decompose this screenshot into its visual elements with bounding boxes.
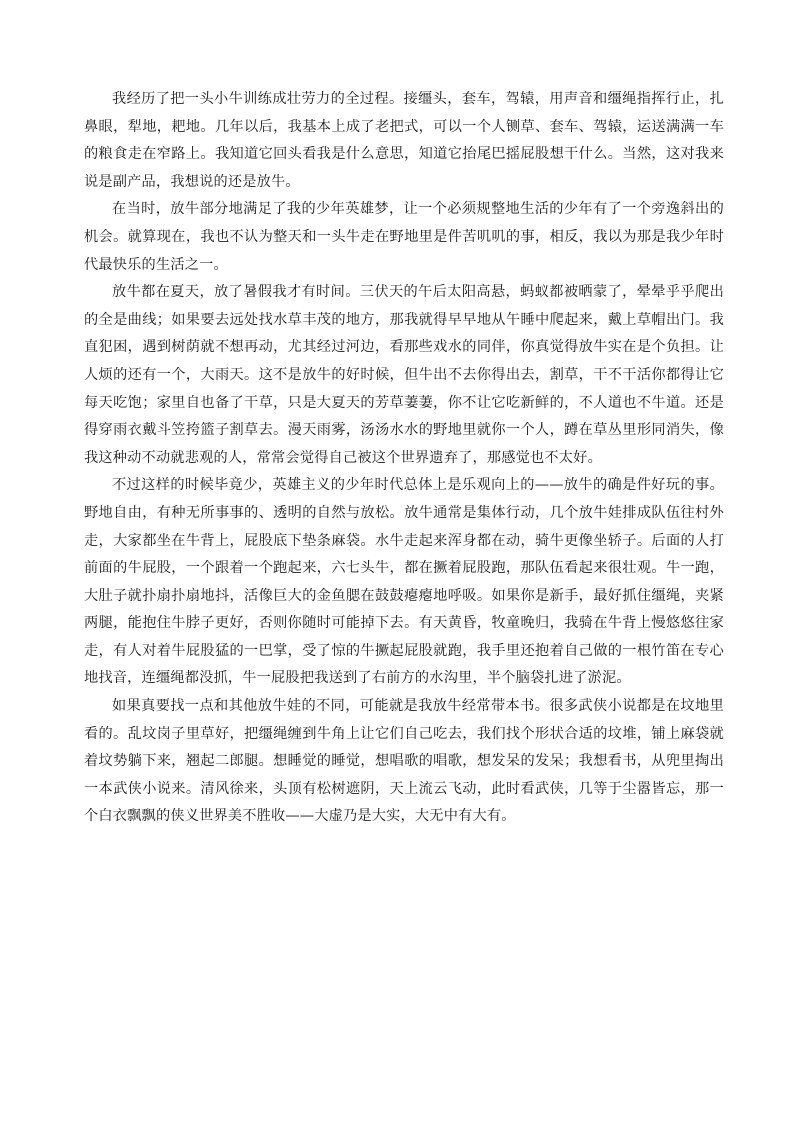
paragraph: 如果真要找一点和其他放牛娃的不同，可能就是我放牛经常带本书。很多武侠小说都是在坟地里看的。乱坟岗子里草好，把缰绳缠到牛角上让它们自己吃去，我们找个形状合适的坟堆，铺上麻袋就着坟势躺下来，翘起二郎腿。想睡觉的睡觉，想唱歌的唱歌，想发呆的发呆；我想看书，从兜里掏出一本武侠小说来。清风徐来，头顶有松树遮阴，天上流云飞动，此时看武侠，几等于尘嚣皆忘，那一个白衣飘飘的侠义世界美不胜收——大虚乃是大实，大无中有大有。 xyxy=(84,698,724,825)
paragraph: 不过这样的时候毕竟少，英雄主义的少年时代总体上是乐观向上的——放牛的确是件好玩的事。野地自由，有种无所事事的、透明的自然与放松。放牛通常是集体行动，几个放牛娃排成队伍往村外走，大家都坐在牛背上，屁股底下垫条麻袋。水牛走起来浑身都在动，骑牛更像坐轿子。后面的人打前面的牛屁股，一个跟着一个跑起来，六七头牛，都在撅着屁股跑，那队伍看起来很壮观。牛一跑，大肚子就扑扇扑扇地抖，活像巨大的金鱼腮在鼓鼓瘪瘪地呼吸。如果你是新手，最好抓住缰绳，夹紧两腿，能抱住牛脖子更好，否则你随时可能掉下去。有天黄昏，牧童晚归，我骑在牛背上慢悠悠往家走，有人对着牛屁股猛的一巴掌，受了惊的牛撅起屁股就跑，我手里还抱着自己做的一根竹笛在专心地找音，连缰绳都没抓，牛一屁股把我送到了右前方的水沟里，半个脑袋扎进了淤泥。 xyxy=(84,477,724,687)
paragraph: 放牛都在夏天，放了暑假我才有时间。三伏天的午后太阳高悬，蚂蚁都被晒蒙了，晕晕乎乎爬出的全是曲线；如果要去远处找水草丰茂的地方，那我就得早早地从午睡中爬起来，戴上草帽出门。我直犯困，遇到树荫就不想再动，尤其经过河边，看那些戏水的同伴，你真觉得放牛实在是个负担。让人烦的还有一个，大雨天。这不是放牛的好时候，但牛出不去你得出去，割草，干不干活你都得让它每天吃饱；家里自也备了干草，只是大夏天的芳草萋萋，你不让它吃新鲜的，不人道也不牛道。还是得穿雨衣戴斗笠挎篮子割草去。漫天雨雾，汤汤水水的野地里就你一个人，蹲在草丛里形同消失，像我这种动不动就悲观的人，常常会觉得自己被这个世界遗弃了，那感觉也不太好。 xyxy=(84,284,724,466)
paragraph: 在当时，放牛部分地满足了我的少年英雄梦，让一个必须规整地生活的少年有了一个旁逸斜出的机会。就算现在，我也不认为整天和一头牛走在野地里是件苦叽叽的事，相反，我以为那是我少年时代最快乐的生活之一。 xyxy=(84,201,724,273)
document-page xyxy=(84,86,724,831)
paragraph: 我经历了把一头小牛训练成壮劳力的全过程。接缰头，套车，驾辕，用声音和缰绳指挥行止，扎鼻眼，犁地，耙地。几年以后，我基本上成了老把式，可以一个人铡草、套车、驾辕，运送满满一车的粮食走在窄路上。我知道它回头看我是什么意思，知道它抬尾巴摇屁股想干什么。当然，这对我来说是副产品，我想说的还是放牛。 xyxy=(84,91,724,190)
